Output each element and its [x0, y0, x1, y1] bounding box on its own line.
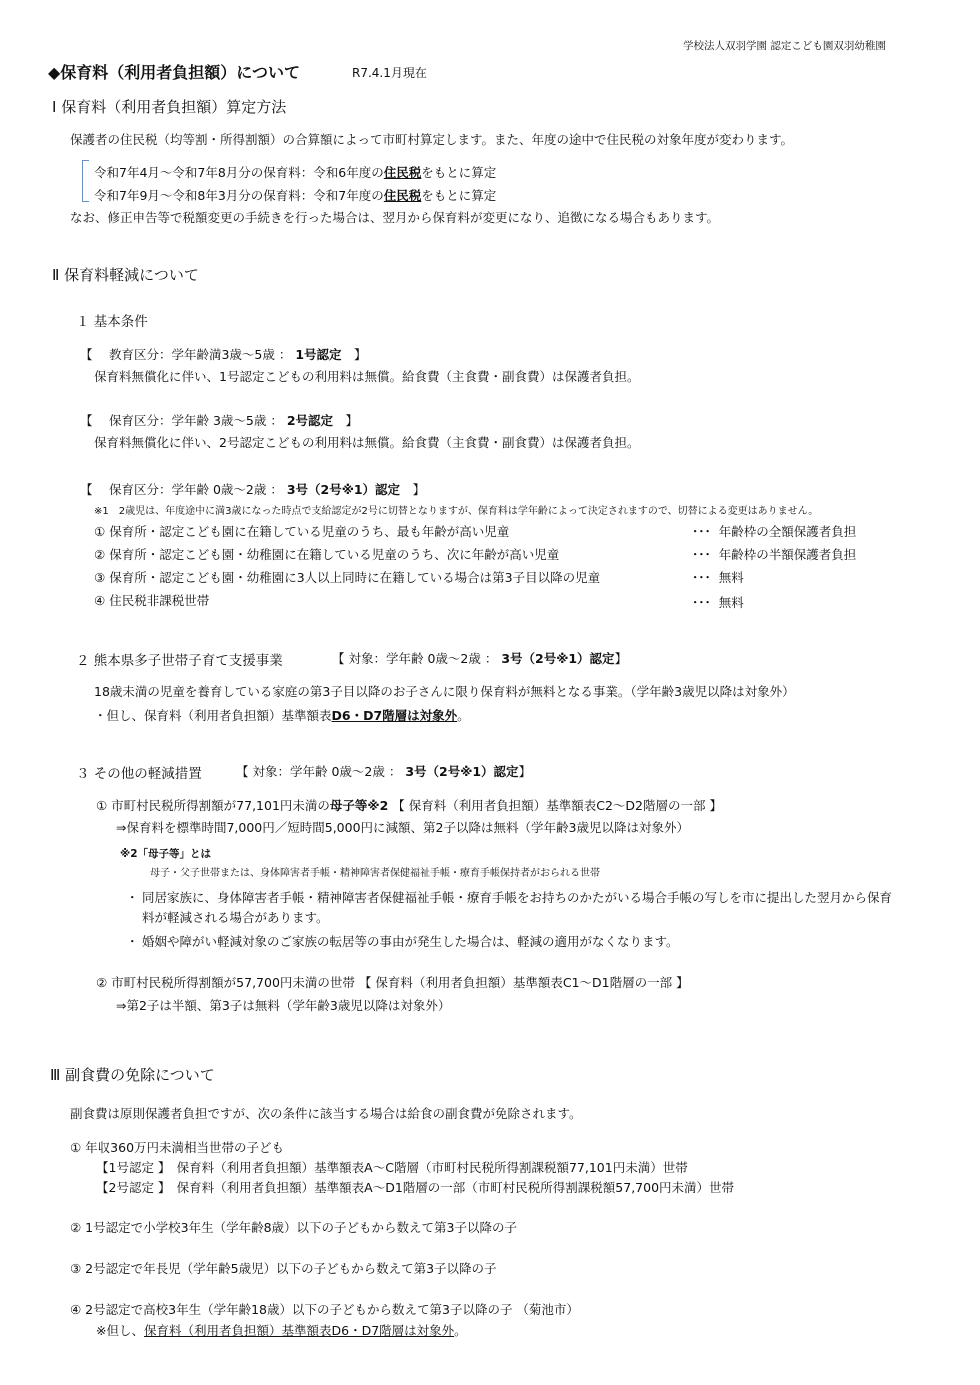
bullet-text-2: 婚姻や障がい軽減対象のご家族の転居等の事由が発生した場合は、軽減の適用がなくなります。 [142, 934, 679, 949]
bullet-dot: ・ [126, 934, 139, 949]
bullet-text-1a: 同居家族に、身体障害者手帳・精神障害者保健福祉手帳・療育手帳をお持ちのかたがいる場合手帳の写しを市に提出した翌月から保育 [142, 890, 893, 905]
measure-2-detail: ⇒第2子は半額、第3子は無料（学年齢3歳児以降は対象外） [116, 998, 451, 1013]
exemption-1a: 【1号認定 】 保育料（利用者負担額）基準額表A～C階層（市町村民税所得割課税額77,101円未満）世帯 [96, 1160, 688, 1175]
multichild-desc: 18歳未満の児童を養育している家庭の第3子目以降のお子さんに限り保育料が無料となる事業。（学年齢3歳児以降は対象外） [94, 684, 795, 699]
subsection-multichild: ２ 熊本県多子世帯子育て支援事業 [76, 653, 283, 669]
condition-2-label: 【 保育区分：学年齢 3歳～5歳 ： 2号認定 】 [80, 413, 359, 428]
org-name: 学校法人双羽学園 認定こども園双羽幼稚園 [683, 40, 886, 52]
section1-note: なお、修正申告等で税額変更の手続きを行った場合は、翌月から保育料が変更になり、追徴になる場合もあります。 [70, 210, 720, 225]
bullet-dot: ・ [126, 890, 139, 905]
measure-1-note-body: 母子・父子世帯または、身体障害者手帳・精神障害者保健福祉手帳・療育手帳保持者がおられる世帯 [150, 868, 600, 879]
list-item-result: ･･･ 無料 [692, 570, 744, 585]
date-label: R7.4.1月現在 [352, 66, 427, 80]
section3-heading: Ⅲ 副食費の免除について [50, 1066, 215, 1084]
list-item: ① 保育所・認定こども園に在籍している児童のうち、最も年齢が高い児童 [94, 524, 510, 539]
subsection-basic: １ 基本条件 [76, 314, 148, 330]
multichild-note: ・但し、保育料（利用者負担額）基準額表D6・D7階層は対象外。 [94, 708, 470, 723]
section1-intro: 保護者の住民税（均等割・所得割額）の合算額によって市町村算定します。また、年度の途中で住民税の対象年度が変わります。 [70, 132, 794, 147]
condition-2-desc: 保育料無償化に伴い、2号認定こどもの利用料は無償。給食費（主食費・副食費）は保護者負担。 [94, 435, 640, 450]
exemption-3: ③ 2号認定で年長児（学年齢5歳児）以下の子どもから数えて第3子以降の子 [70, 1261, 497, 1276]
condition-1-desc: 保育料無償化に伴い、1号認定こどもの利用料は無償。給食費（主食費・副食費）は保護者負担。 [94, 369, 640, 384]
bullet-text-1b: 料が軽減される場合があります。 [142, 910, 329, 925]
measure-1-detail: ⇒保育料を標準時間7,000円／短時間5,000円に減額、第2子以降は無料（学年齢3歳児以降は対象外） [116, 820, 689, 835]
measure-1: ① 市町村民税所得割額が77,101円未満の母子等※2 【 保育料（利用者負担額）基準額表C2～D2階層の一部 】 [96, 798, 722, 813]
subsection-multichild-target: 【 対象：学年齢 0歳～2歳 ： 3号（2号※1）認定】 [332, 651, 628, 666]
measure-2: ② 市町村民税所得割額が57,700円未満の世帯 【 保育料（利用者負担額）基準額表C1～D1階層の一部 】 [96, 975, 689, 990]
tax-year-line-1: 令和7年4月～令和7年8月分の保育料：令和6年度の住民税をもとに算定 [94, 165, 497, 180]
exemption-4: ④ 2号認定で高校3年生（学年齢18歳）以下の子どもから数えて第3子以降の子 （菊池市） [70, 1302, 579, 1317]
condition-3-note: ※1 2歳児は、年度途中に満3歳になった時点で支給認定が2号に切替となりますが、保育料は学年齢によって決定されますので、切替による変更はありません。 [94, 506, 819, 517]
list-item: ③ 保育所・認定こども園・幼稚園に3人以上同時に在籍している場合は第3子目以降の児童 [94, 570, 601, 585]
bracket-line [82, 160, 89, 202]
exemption-4-note: ※但し、保育料（利用者負担額）基準額表D6・D7階層は対象外。 [96, 1323, 467, 1338]
exemption-1: ① 年収360万円未満相当世帯の子ども [70, 1140, 285, 1155]
condition-3-label: 【 保育区分：学年齢 0歳～2歳 ： 3号（2号※1）認定 】 [80, 482, 426, 497]
exemption-2: ② 1号認定で小学校3年生（学年齢8歳）以下の子どもから数えて第3子以降の子 [70, 1220, 517, 1235]
list-item-result: ･･･ 年齢枠の全額保護者負担 [692, 524, 857, 539]
tax-year-line-2: 令和7年9月～令和8年3月分の保育料：令和7年度の住民税をもとに算定 [94, 188, 497, 203]
list-item-result: ･･･ 年齢枠の半額保護者負担 [692, 547, 857, 562]
list-item: ④ 住民税非課税世帯 [94, 593, 210, 608]
list-item: ② 保育所・認定こども園・幼稚園に在籍している児童のうち、次に年齢が高い児童 [94, 547, 560, 562]
exemption-1b: 【2号認定 】 保育料（利用者負担額）基準額表A～D1階層の一部（市町村民税所得割課税額57,700円未満）世帯 [96, 1180, 735, 1195]
condition-1-label: 【 教育区分：学年齢満3歳～5歳 ： 1号認定 】 [80, 347, 367, 362]
measure-1-note-head: ※2「母子等」とは [120, 848, 212, 860]
page-title: ◆保育料（利用者負担額）について [48, 63, 300, 82]
section2-heading: Ⅱ 保育料軽減について [52, 266, 199, 284]
list-item-result: ･･･ 無料 [692, 595, 744, 610]
subsection-other-target: 【 対象：学年齢 0歳～2歳 ： 3号（2号※1）認定】 [236, 764, 532, 779]
subsection-other: ３ その他の軽減措置 [76, 766, 202, 782]
section3-intro: 副食費は原則保護者負担ですが、次の条件に該当する場合は給食の副食費が免除されます。 [70, 1106, 582, 1121]
section1-heading: Ⅰ 保育料（利用者負担額）算定方法 [52, 98, 287, 116]
